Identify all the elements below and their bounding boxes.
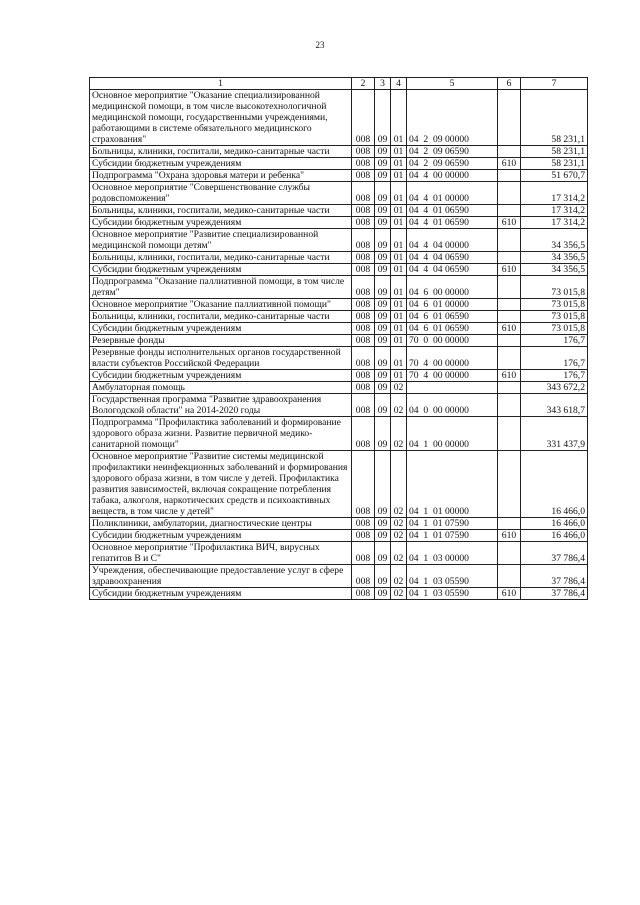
row-target-code: 04 4 00 00000 xyxy=(407,170,498,182)
row-amount: 58 231,1 xyxy=(521,146,588,158)
header-col-7: 7 xyxy=(521,78,588,90)
row-subsection-code: 01 xyxy=(391,311,407,323)
row-expense-type xyxy=(498,394,521,417)
row-amount: 17 314,2 xyxy=(521,217,588,229)
row-ministry-code: 008 xyxy=(352,299,375,311)
row-section-code: 09 xyxy=(375,90,391,146)
row-amount: 343 672,2 xyxy=(521,382,588,394)
table-row xyxy=(90,382,588,394)
row-name: Основное мероприятие "Профилактика ВИЧ, вирусных гепатитов В и С" xyxy=(90,542,352,565)
page-number: 23 xyxy=(315,40,325,50)
row-ministry-code: 008 xyxy=(352,542,375,565)
row-amount: 37 786,4 xyxy=(521,565,588,588)
row-expense-type: 610 xyxy=(498,217,521,229)
row-section-code: 09 xyxy=(375,205,391,217)
row-subsection-code: 01 xyxy=(391,299,407,311)
row-ministry-code: 008 xyxy=(352,158,375,170)
row-expense-type: 610 xyxy=(498,323,521,335)
row-name: Основное мероприятие "Развитие системы медицинской профилактики неинфекционных заболеваний и формирования здорового образа жизни, в том числе у детей. Профилактика развития зависимостей, включая сокращение потребления табака, алкоголя, наркотических средств и психоактивных веществ, в том числе у детей" xyxy=(90,451,352,518)
row-amount: 176,7 xyxy=(521,335,588,347)
row-expense-type xyxy=(498,382,521,394)
table-header-row xyxy=(90,78,588,90)
table-row xyxy=(90,451,588,518)
table-row xyxy=(90,323,588,335)
header-col-2: 2 xyxy=(352,78,375,90)
row-name: Субсидии бюджетным учреждениям xyxy=(90,530,352,542)
table-row xyxy=(90,335,588,347)
row-expense-type xyxy=(498,276,521,299)
row-subsection-code: 01 xyxy=(391,182,407,205)
table-row xyxy=(90,299,588,311)
row-amount: 34 356,5 xyxy=(521,229,588,252)
row-subsection-code: 02 xyxy=(391,451,407,518)
row-subsection-code: 01 xyxy=(391,229,407,252)
row-ministry-code: 008 xyxy=(352,217,375,229)
table-row xyxy=(90,518,588,530)
row-subsection-code: 01 xyxy=(391,335,407,347)
row-subsection-code: 01 xyxy=(391,370,407,382)
row-name: Субсидии бюджетным учреждениям xyxy=(90,588,352,600)
row-amount: 34 356,5 xyxy=(521,264,588,276)
table-row xyxy=(90,588,588,600)
row-target-code: 04 4 04 00000 xyxy=(407,229,498,252)
row-name: Государственная программа "Развитие здравоохранения Вологодской области" на 2014-2020 годы xyxy=(90,394,352,417)
row-target-code: 04 4 04 06590 xyxy=(407,252,498,264)
row-target-code: 04 4 01 00000 xyxy=(407,182,498,205)
row-target-code: 04 1 01 00000 xyxy=(407,451,498,518)
row-subsection-code: 02 xyxy=(391,588,407,600)
row-target-code: 04 1 03 00000 xyxy=(407,542,498,565)
row-ministry-code: 008 xyxy=(352,264,375,276)
row-target-code: 04 4 01 06590 xyxy=(407,205,498,217)
row-expense-type xyxy=(498,417,521,451)
row-ministry-code: 008 xyxy=(352,518,375,530)
row-amount: 51 670,7 xyxy=(521,170,588,182)
row-expense-type xyxy=(498,565,521,588)
row-subsection-code: 01 xyxy=(391,264,407,276)
row-target-code: 70 4 00 00000 xyxy=(407,347,498,370)
row-subsection-code: 01 xyxy=(391,146,407,158)
row-section-code: 09 xyxy=(375,146,391,158)
row-expense-type xyxy=(498,229,521,252)
row-target-code xyxy=(407,382,498,394)
row-name: Больницы, клиники, госпитали, медико-санитарные части xyxy=(90,311,352,323)
row-subsection-code: 01 xyxy=(391,217,407,229)
row-name: Больницы, клиники, госпитали, медико-санитарные части xyxy=(90,205,352,217)
row-amount: 73 015,8 xyxy=(521,276,588,299)
table-row xyxy=(90,90,588,146)
row-section-code: 09 xyxy=(375,311,391,323)
row-expense-type xyxy=(498,542,521,565)
row-subsection-code: 02 xyxy=(391,565,407,588)
row-target-code: 04 0 00 00000 xyxy=(407,394,498,417)
row-ministry-code: 008 xyxy=(352,276,375,299)
row-name: Подпрограмма "Оказание паллиативной помощи, в том числе детям" xyxy=(90,276,352,299)
row-subsection-code: 02 xyxy=(391,542,407,565)
table-row xyxy=(90,417,588,451)
row-name: Субсидии бюджетным учреждениям xyxy=(90,158,352,170)
row-amount: 37 786,4 xyxy=(521,542,588,565)
row-target-code: 04 1 01 07590 xyxy=(407,518,498,530)
row-amount: 331 437,9 xyxy=(521,417,588,451)
table-row xyxy=(90,394,588,417)
row-target-code: 04 6 01 06590 xyxy=(407,323,498,335)
row-expense-type: 610 xyxy=(498,530,521,542)
row-amount: 73 015,8 xyxy=(521,323,588,335)
row-name: Учреждения, обеспечивающие предоставление услуг в сфере здравоохранения xyxy=(90,565,352,588)
row-section-code: 09 xyxy=(375,252,391,264)
row-amount: 73 015,8 xyxy=(521,311,588,323)
row-target-code: 04 1 03 05590 xyxy=(407,565,498,588)
row-name: Субсидии бюджетным учреждениям xyxy=(90,323,352,335)
row-expense-type xyxy=(498,299,521,311)
row-name: Подпрограмма "Профилактика заболеваний и формирование здорового образа жизни. Развитие первичной медико-санитарной помощи" xyxy=(90,417,352,451)
row-name: Подпрограмма "Охрана здоровья матери и ребенка" xyxy=(90,170,352,182)
row-name: Основное мероприятие "Оказание специализированной медицинской помощи, в том числе высокотехнологичной медицинской помощи, государственными учреждениями, работающими в системе обязательного медицинского страхования" xyxy=(90,90,352,146)
row-ministry-code: 008 xyxy=(352,170,375,182)
row-amount: 58 231,1 xyxy=(521,90,588,146)
row-ministry-code: 008 xyxy=(352,347,375,370)
table-row xyxy=(90,530,588,542)
row-name: Субсидии бюджетным учреждениям xyxy=(90,217,352,229)
row-amount: 73 015,8 xyxy=(521,299,588,311)
row-target-code: 04 2 09 06590 xyxy=(407,146,498,158)
row-amount: 17 314,2 xyxy=(521,182,588,205)
row-target-code: 04 2 09 00000 xyxy=(407,90,498,146)
row-target-code: 04 4 01 06590 xyxy=(407,217,498,229)
row-subsection-code: 02 xyxy=(391,530,407,542)
row-section-code: 09 xyxy=(375,417,391,451)
row-target-code: 04 1 01 07590 xyxy=(407,530,498,542)
row-subsection-code: 02 xyxy=(391,417,407,451)
row-expense-type xyxy=(498,90,521,146)
row-amount: 37 786,4 xyxy=(521,588,588,600)
row-name: Основное мероприятие "Оказание паллиативной помощи" xyxy=(90,299,352,311)
row-amount: 343 618,7 xyxy=(521,394,588,417)
row-amount: 176,7 xyxy=(521,370,588,382)
header-col-1: 1 xyxy=(90,78,352,90)
table-row xyxy=(90,217,588,229)
row-ministry-code: 008 xyxy=(352,323,375,335)
row-subsection-code: 01 xyxy=(391,323,407,335)
row-expense-type xyxy=(498,170,521,182)
table-row xyxy=(90,276,588,299)
row-amount: 34 356,5 xyxy=(521,252,588,264)
row-expense-type xyxy=(498,451,521,518)
row-subsection-code: 01 xyxy=(391,205,407,217)
row-subsection-code: 01 xyxy=(391,252,407,264)
row-name: Субсидии бюджетным учреждениям xyxy=(90,370,352,382)
row-ministry-code: 008 xyxy=(352,205,375,217)
row-section-code: 09 xyxy=(375,347,391,370)
row-section-code: 09 xyxy=(375,451,391,518)
table-row xyxy=(90,565,588,588)
row-expense-type: 610 xyxy=(498,158,521,170)
table-row xyxy=(90,252,588,264)
row-expense-type: 610 xyxy=(498,264,521,276)
row-target-code: 70 4 00 00000 xyxy=(407,370,498,382)
row-section-code: 09 xyxy=(375,264,391,276)
row-target-code: 04 6 00 00000 xyxy=(407,276,498,299)
table-row xyxy=(90,182,588,205)
row-name: Резервные фонды xyxy=(90,335,352,347)
row-subsection-code: 02 xyxy=(391,382,407,394)
row-amount: 16 466,0 xyxy=(521,530,588,542)
row-ministry-code: 008 xyxy=(352,311,375,323)
row-section-code: 09 xyxy=(375,394,391,417)
row-expense-type xyxy=(498,205,521,217)
row-target-code: 04 1 03 05590 xyxy=(407,588,498,600)
header-col-3: 3 xyxy=(375,78,391,90)
row-name: Основное мероприятие "Совершенствование службы родовспоможения" xyxy=(90,182,352,205)
row-ministry-code: 008 xyxy=(352,382,375,394)
row-expense-type xyxy=(498,347,521,370)
row-ministry-code: 008 xyxy=(352,530,375,542)
row-subsection-code: 01 xyxy=(391,90,407,146)
row-expense-type xyxy=(498,335,521,347)
table-row xyxy=(90,347,588,370)
row-target-code: 04 6 01 00000 xyxy=(407,299,498,311)
row-name: Амбулаторная помощь xyxy=(90,382,352,394)
row-ministry-code: 008 xyxy=(352,229,375,252)
row-ministry-code: 008 xyxy=(352,588,375,600)
row-target-code: 04 2 09 06590 xyxy=(407,158,498,170)
row-name: Субсидии бюджетным учреждениям xyxy=(90,264,352,276)
row-ministry-code: 008 xyxy=(352,394,375,417)
table-row xyxy=(90,158,588,170)
row-ministry-code: 008 xyxy=(352,370,375,382)
row-name: Поликлиники, амбулатории, диагностические центры xyxy=(90,518,352,530)
table-row xyxy=(90,229,588,252)
row-name: Основное мероприятие "Развитие специализированной медицинской помощи детям" xyxy=(90,229,352,252)
table-row xyxy=(90,146,588,158)
row-section-code: 09 xyxy=(375,182,391,205)
row-name: Резервные фонды исполнительных органов государственной власти субъектов Российской Федерации xyxy=(90,347,352,370)
row-ministry-code: 008 xyxy=(352,335,375,347)
row-target-code: 04 1 00 00000 xyxy=(407,417,498,451)
table-row xyxy=(90,264,588,276)
row-section-code: 09 xyxy=(375,588,391,600)
row-section-code: 09 xyxy=(375,323,391,335)
row-expense-type: 610 xyxy=(498,370,521,382)
row-expense-type xyxy=(498,182,521,205)
table-row xyxy=(90,370,588,382)
row-ministry-code: 008 xyxy=(352,90,375,146)
row-section-code: 09 xyxy=(375,565,391,588)
row-name: Больницы, клиники, госпитали, медико-санитарные части xyxy=(90,252,352,264)
row-amount: 176,7 xyxy=(521,347,588,370)
table-row xyxy=(90,205,588,217)
row-target-code: 70 0 00 00000 xyxy=(407,335,498,347)
row-section-code: 09 xyxy=(375,370,391,382)
row-expense-type xyxy=(498,252,521,264)
row-section-code: 09 xyxy=(375,158,391,170)
row-subsection-code: 02 xyxy=(391,518,407,530)
row-target-code: 04 6 01 06590 xyxy=(407,311,498,323)
row-ministry-code: 008 xyxy=(352,182,375,205)
row-target-code: 04 4 04 06590 xyxy=(407,264,498,276)
row-ministry-code: 008 xyxy=(352,146,375,158)
row-subsection-code: 02 xyxy=(391,394,407,417)
row-section-code: 09 xyxy=(375,518,391,530)
row-ministry-code: 008 xyxy=(352,252,375,264)
row-ministry-code: 008 xyxy=(352,451,375,518)
row-section-code: 09 xyxy=(375,530,391,542)
row-expense-type: 610 xyxy=(498,588,521,600)
row-subsection-code: 01 xyxy=(391,158,407,170)
row-section-code: 09 xyxy=(375,229,391,252)
row-expense-type xyxy=(498,518,521,530)
row-amount: 16 466,0 xyxy=(521,518,588,530)
row-ministry-code: 008 xyxy=(352,565,375,588)
row-section-code: 09 xyxy=(375,170,391,182)
budget-table xyxy=(89,77,588,600)
row-subsection-code: 01 xyxy=(391,170,407,182)
row-section-code: 09 xyxy=(375,276,391,299)
row-name: Больницы, клиники, госпитали, медико-санитарные части xyxy=(90,146,352,158)
header-col-5: 5 xyxy=(407,78,498,90)
row-section-code: 09 xyxy=(375,542,391,565)
row-section-code: 09 xyxy=(375,299,391,311)
header-col-6: 6 xyxy=(498,78,521,90)
table-row xyxy=(90,542,588,565)
row-amount: 16 466,0 xyxy=(521,451,588,518)
row-subsection-code: 01 xyxy=(391,347,407,370)
row-expense-type xyxy=(498,311,521,323)
row-section-code: 09 xyxy=(375,217,391,229)
row-ministry-code: 008 xyxy=(352,417,375,451)
row-section-code: 09 xyxy=(375,335,391,347)
row-subsection-code: 01 xyxy=(391,276,407,299)
row-section-code: 09 xyxy=(375,382,391,394)
table-row xyxy=(90,170,588,182)
row-amount: 17 314,2 xyxy=(521,205,588,217)
header-col-4: 4 xyxy=(391,78,407,90)
row-expense-type xyxy=(498,146,521,158)
row-amount: 58 231,1 xyxy=(521,158,588,170)
table-row xyxy=(90,311,588,323)
